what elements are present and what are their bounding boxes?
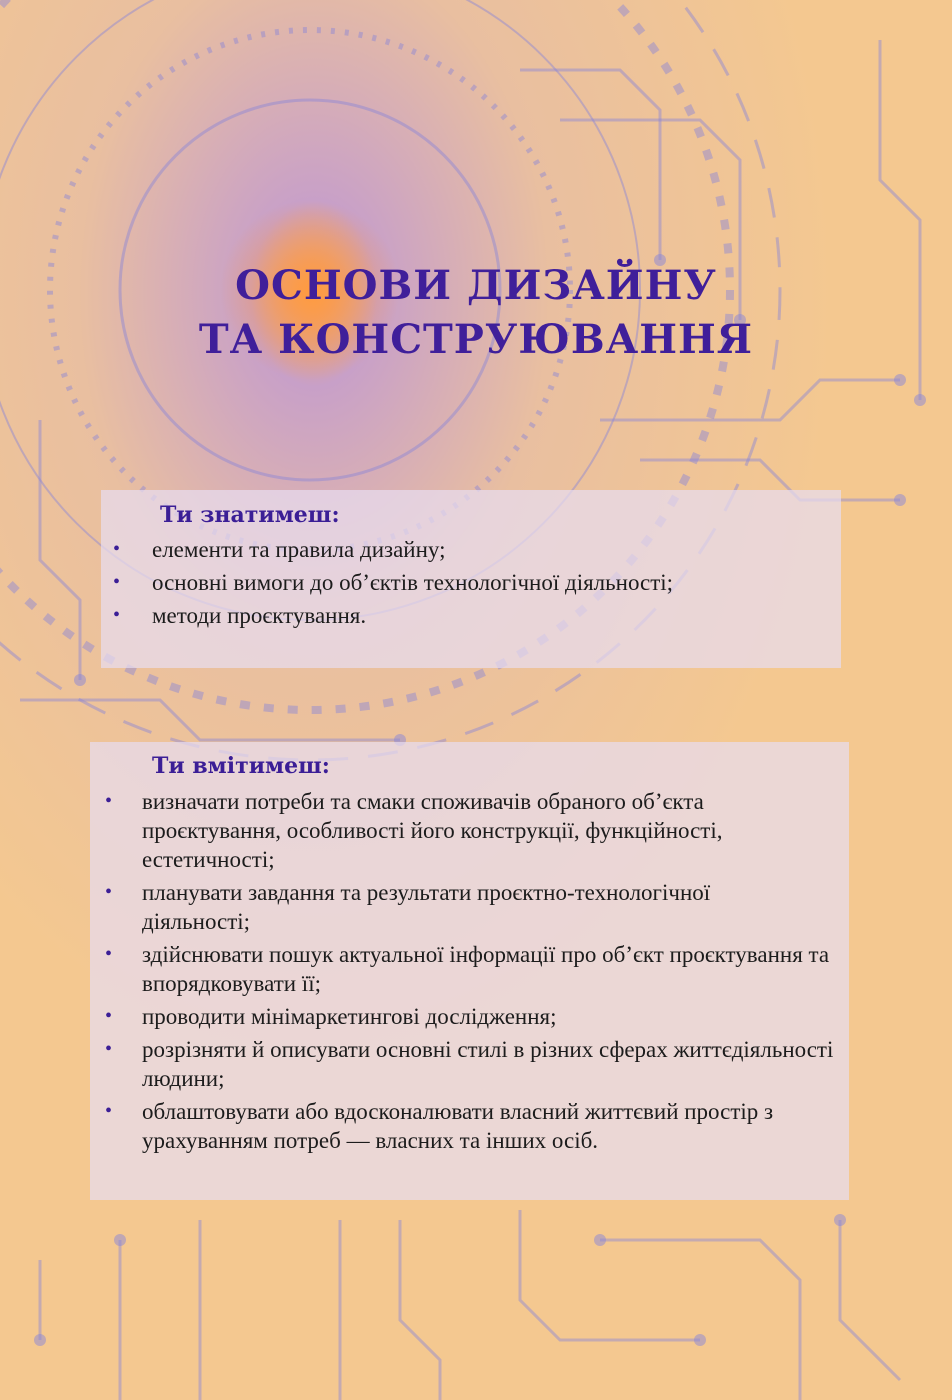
know-heading: Ти знатимеш: xyxy=(160,502,340,528)
list-item: • здійснювати пошук актуальної інформації про об’єкт проєктування та впорядковувати її; xyxy=(105,942,830,996)
list-item: • методи проєктування. xyxy=(113,603,367,628)
list-item: • розрізняти й описувати основні стилі в різних сферах життєдіяльності людини; xyxy=(105,1037,834,1091)
bullet-icon: • xyxy=(105,943,113,965)
list-item: • облаштовувати або вдосконалювати власний життєвий простір з урахуванням потреб — власних та інших осіб. xyxy=(105,1099,774,1153)
bullet-icon: • xyxy=(113,538,121,560)
skills-list xyxy=(105,787,835,1159)
page-title-line-2: ТА КОНСТРУЮВАННЯ xyxy=(198,316,754,363)
page-title-line-1: ОСНОВИ ДИЗАЙНУ xyxy=(235,262,717,309)
bullet-icon: • xyxy=(113,604,121,626)
list-item: • проводити мінімаркетингові дослідження; xyxy=(105,1004,557,1029)
skills-heading: Ти вмітимеш: xyxy=(152,753,330,779)
bullet-icon: • xyxy=(105,1038,113,1060)
know-list xyxy=(113,535,833,634)
list-item: • планувати завдання та результати проєктно-технологічної діяльності; xyxy=(105,880,711,934)
bullet-icon: • xyxy=(105,1100,113,1122)
bullet-icon: • xyxy=(113,571,121,593)
bullet-icon: • xyxy=(105,881,113,903)
list-item: • визначати потреби та смаки споживачів обраного об’єкта проєктування, особливості його конструкції, функційності, естетичності; xyxy=(105,789,723,872)
bullet-icon: • xyxy=(105,790,113,812)
list-item: • основні вимоги до об’єктів технологічної діяльності; xyxy=(113,570,674,595)
list-item: • елементи та правила дизайну; xyxy=(113,537,446,562)
bullet-icon: • xyxy=(105,1005,113,1027)
